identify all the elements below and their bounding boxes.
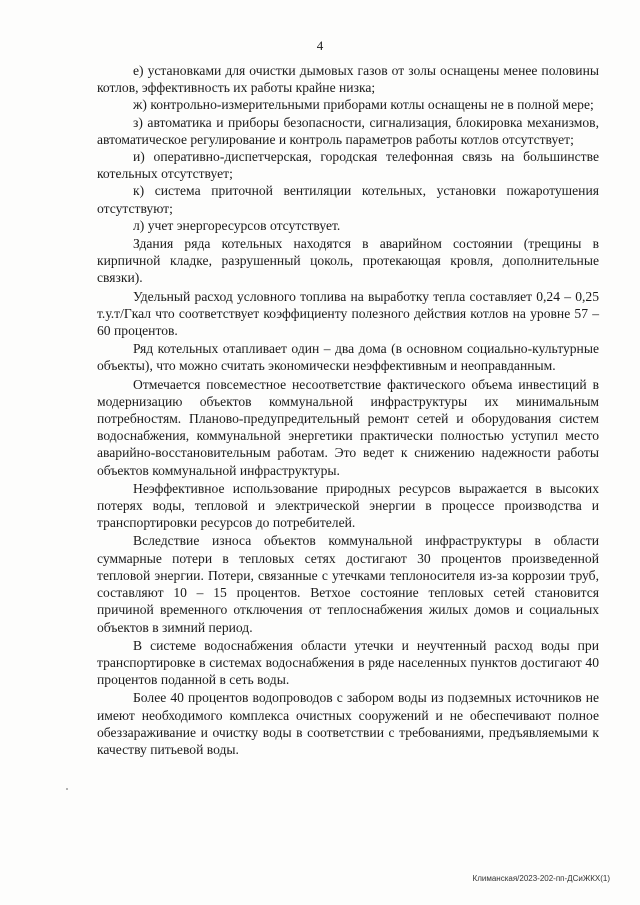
paragraph-boiler-houses: Ряд котельных отапливает один – два дома (в основном социально-культурные объекты), что можно считать экономически неэффективным и неоправданным. — [97, 341, 599, 374]
paragraph-item-i: и) оперативно-диспетчерская, городская телефонная связь на большинстве котельных отсутствует; — [97, 149, 599, 182]
paragraph-item-z: з) автоматика и приборы безопасности, сигнализация, блокировка механизмов, автоматическое регулирование и контроль параметров работы котлов отсутствует; — [97, 114, 599, 147]
paragraph-item-l: л) учет энергоресурсов отсутствует. — [133, 217, 341, 233]
paragraph-water-treatment: Более 40 процентов водопроводов с забором воды из подземных источников не имеют необходимого комплекса очистных сооружений и не обеспечивают полное обеззараживание и очистку воды в соответствии с требованиями, предъявляемыми к качеству питьевой воды. — [97, 690, 599, 757]
page-number: 4 — [316, 38, 324, 53]
paragraph-investment: Отмечается повсеместное несоответствие фактического объема инвестиций в модернизацию объектов коммунальной инфраструктуры их минимальным потребностям. Планово-предупредительный ремонт сетей и оборудования систем водоснабжения, коммунальной энергетики практически полностью уступил место аварийно-восстановительным работам. Это ведет к снижению надежности работы объектов коммунальной инфраструктуры. — [97, 376, 599, 478]
paragraph-water-supply: В системе водоснабжения области утечки и неучтенный расход воды при транспортировке в системах водоснабжения в ряде населенных пунктов достигают 40 процентов поданной в сеть воды. — [97, 637, 599, 688]
document-footer-code: Климанская/2023-202-пп-ДСиЖКХ(1) — [472, 874, 610, 883]
body-text — [97, 62, 599, 758]
paragraph-item-k: к) система приточной вентиляции котельных, установки пожаротушения отсутствуют; — [97, 183, 599, 216]
paragraph-fuel-consumption: Удельный расход условного топлива на выработку тепла составляет 0,24 – 0,25 т.у.т/Гкал что соответствует коэффициенту полезного действия котлов на уровне 57 – 60 процентов. — [97, 288, 599, 339]
paragraph-resources: Неэффективное использование природных ресурсов выражается в высоких потерях воды, тепловой и электрической энергии в процессе производства и транспортировки ресурсов до потребителей. — [97, 480, 599, 531]
paragraph-item-e: е) установками для очистки дымовых газов от золы оснащены менее половины котлов, эффективность их работы крайне низка; — [97, 63, 599, 96]
paragraph-heat-losses: Вследствие износа объектов коммунальной инфраструктуры в области суммарные потери в тепловых сетях достигают 30 процентов произведенной тепловой энергии. Потери, связанные с утечками теплоносителя из-за коррозии труб, составляют 10 – 15 процентов. Ветхое состояние тепловых сетей становится причиной временного отключения от теплоснабжения жилых домов и социальных объектов в зимний период. — [97, 533, 599, 635]
paragraph-buildings: Здания ряда котельных находятся в аварийном состоянии (трещины в кирпичной кладке, разрушенный цоколь, протекающая кровля, дополнительные связки). — [97, 236, 599, 286]
scan-speck — [66, 788, 68, 790]
paragraph-item-zh: ж) контрольно-измерительными приборами котлы оснащены не в полной мере; — [133, 97, 594, 113]
